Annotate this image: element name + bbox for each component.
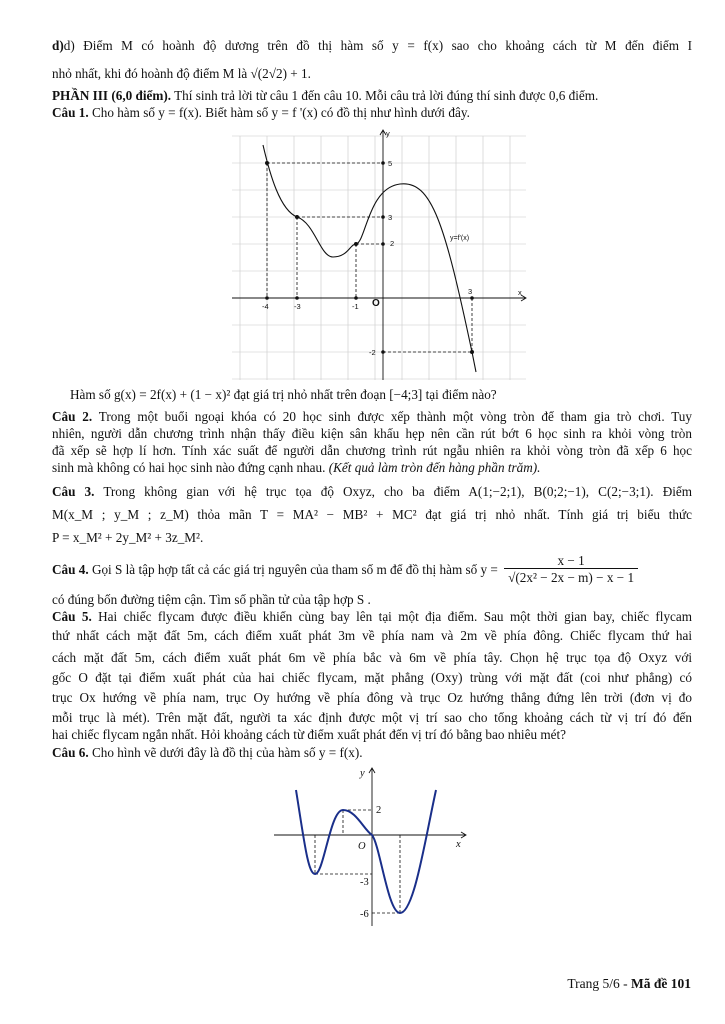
q1-intro: Câu 1. Cho hàm số y = f(x). Biết hàm số y = f '(x) có đồ thị như hình dưới đây. [52,105,470,120]
y-axis-label-2: y [360,768,365,779]
grid [232,136,526,380]
page-footer [567,976,691,992]
q5-line2: thứ nhất cách mặt đất 5m, cách điểm xuất phát 3m về phía nam và 2m về phía đông. Chiếc flycam thứ hai [52,628,692,643]
q1-question: Hàm số g(x) = 2f(x) + (1 − x)² đạt giá trị nhỏ nhất trên đoạn [−4;3] tại điểm nào? [70,387,497,402]
y-tick-2: 2 [390,239,395,248]
q5-line3: cách mặt đất 5m, cách điểm xuất phát 6m về phía bắc và 6m về phía tây. Chọn hệ trục tọa độ Oxyz với [52,650,692,665]
function-curve [296,790,436,913]
q3-line1: Câu 3. Trong không gian với hệ trục tọa độ Oxyz, cho ba điểm A(1;−2;1), B(0;2;−1), C(2;−3;1). Điểm [52,484,693,499]
origin-label: O [372,298,380,309]
q4-label: Câu 4. [52,562,89,577]
q1-label: Câu 1. [52,105,89,120]
q6-label: Câu 6. [52,745,89,760]
guide-lines [267,163,472,352]
q2-line2: nhiên, người dẫn chương trình nhận thấy điều kiện sân khấu hẹp nên cần rút bớt 6 học sinh ra khỏi vòng tròn [52,426,692,441]
q6-intro: Câu 6. Cho hình vẽ dưới đây là đồ thị của hàm số y = f(x). [52,745,363,760]
guide-lines-2 [315,810,400,913]
q4-line1: Câu 4. Gọi S là tập hợp tất cả các giá trị nguyên của tham số m để đồ thị hàm số y = $\frac{x - 1}{\text{√(2x² − 2x − m) − x − 1}}$ [52,553,692,587]
q5-line4: gốc O đặt tại điểm xuất phát của hai chiếc flycam, mặt phẳng (Oxy) trùng với mặt đất (coi như phẳng) có [52,670,692,685]
q2-line4: sinh mà không có hai học sinh nào đứng cạnh nhau. (Kết quả làm tròn đến hàng phần trăm). [52,460,541,475]
y-axis-label: y [386,129,390,138]
y-tick-neg2: -2 [369,348,376,357]
part3-title: PHẦN III (6,0 điểm). [52,88,172,103]
derivative-curve [263,145,476,372]
derivative-graph [230,126,532,384]
q5-line6: mỗi trục là mét). Trên mặt đất, người ta xác định được một vị trí sao cho tổng khoảng cách từ vị trí đó đến [52,710,692,725]
q4-line2: có đúng bốn đường tiệm cận. Tìm số phần tử của tập hợp S . [52,592,371,607]
y-tick-neg3b: -3 [360,877,369,888]
curve-label: y=f'(x) [450,235,470,242]
origin-label-2: O [358,841,366,852]
q2-label: Câu 2. [52,409,93,424]
y-tick-neg6b: -6 [360,909,369,920]
q5-label: Câu 5. [52,609,92,624]
q5-line7: hai chiếc flycam ngắn nhất. Hỏi khoảng cách từ điểm xuất phát đến vị trí đó bằng bao nhiêu mét? [52,727,566,742]
x-tick-3: 3 [468,287,473,296]
x-axis-label: x [518,288,522,297]
axes [232,130,526,380]
axes-2 [274,768,466,926]
part3-heading: PHẦN III (6,0 điểm). Thí sinh trả lời từ câu 1 đến câu 10. Mỗi câu trả lời đúng thí sinh được 0,6 điểm. [52,88,599,103]
x-tick-neg1: -1 [352,302,359,311]
x-axis-label-2: x [456,839,461,850]
y-tick-3: 3 [388,213,393,222]
function-graph [270,762,470,932]
q2-line3: đã xếp sẽ hợp lí hơn. Tính xác suất để người dẫn chương trình rút ngẫu nhiên ra khỏi vòng tròn đã xếp 6 học [52,443,692,458]
q2-line1: Câu 2. Trong một buổi ngoại khóa có 20 học sinh được xếp thành một vòng tròn để tham gia trò chơi. Tuy [52,409,692,424]
page-number: Trang 5/6 - [567,976,631,991]
y-tick-5: 5 [388,159,393,168]
q3-label: Câu 3. [52,484,95,499]
q5-line1: Câu 5. Hai chiếc flycam được điều khiển cùng bay lên tại một địa điểm. Sau một thời gian bay, chiếc flycam [52,609,692,624]
x-tick-neg3: -3 [294,302,301,311]
line-d: d)d) Điểm M có hoành độ dương trên đồ thị hàm số y = f(x) sao cho khoảng cách từ M đến điểm I [52,38,692,53]
line-d-cont: nhỏ nhất, khi đó hoành độ điểm M là √(2√2) + 1. [52,66,311,81]
y-tick-2b: 2 [376,805,382,816]
q3-line2: M(x_M ; y_M ; z_M) thỏa mãn T = MA² − MB² + MC² đạt giá trị nhỏ nhất. Tính giá trị biểu thức [52,507,692,522]
q4-fraction: $\frac{x - 1}{\text{√(2x² − 2x − m) − x − 1}}$ [504,553,638,587]
x-tick-neg4: -4 [262,302,269,311]
q5-line5: trục Ox hướng về phía nam, trục Oy hướng về phía đông và trục Oz hướng thẳng đứng lên trời (đơn vị đo [52,690,692,705]
q3-line3: P = x_M² + 2y_M² + 3z_M². [52,530,204,545]
exam-code: Mã đề 101 [631,976,691,991]
